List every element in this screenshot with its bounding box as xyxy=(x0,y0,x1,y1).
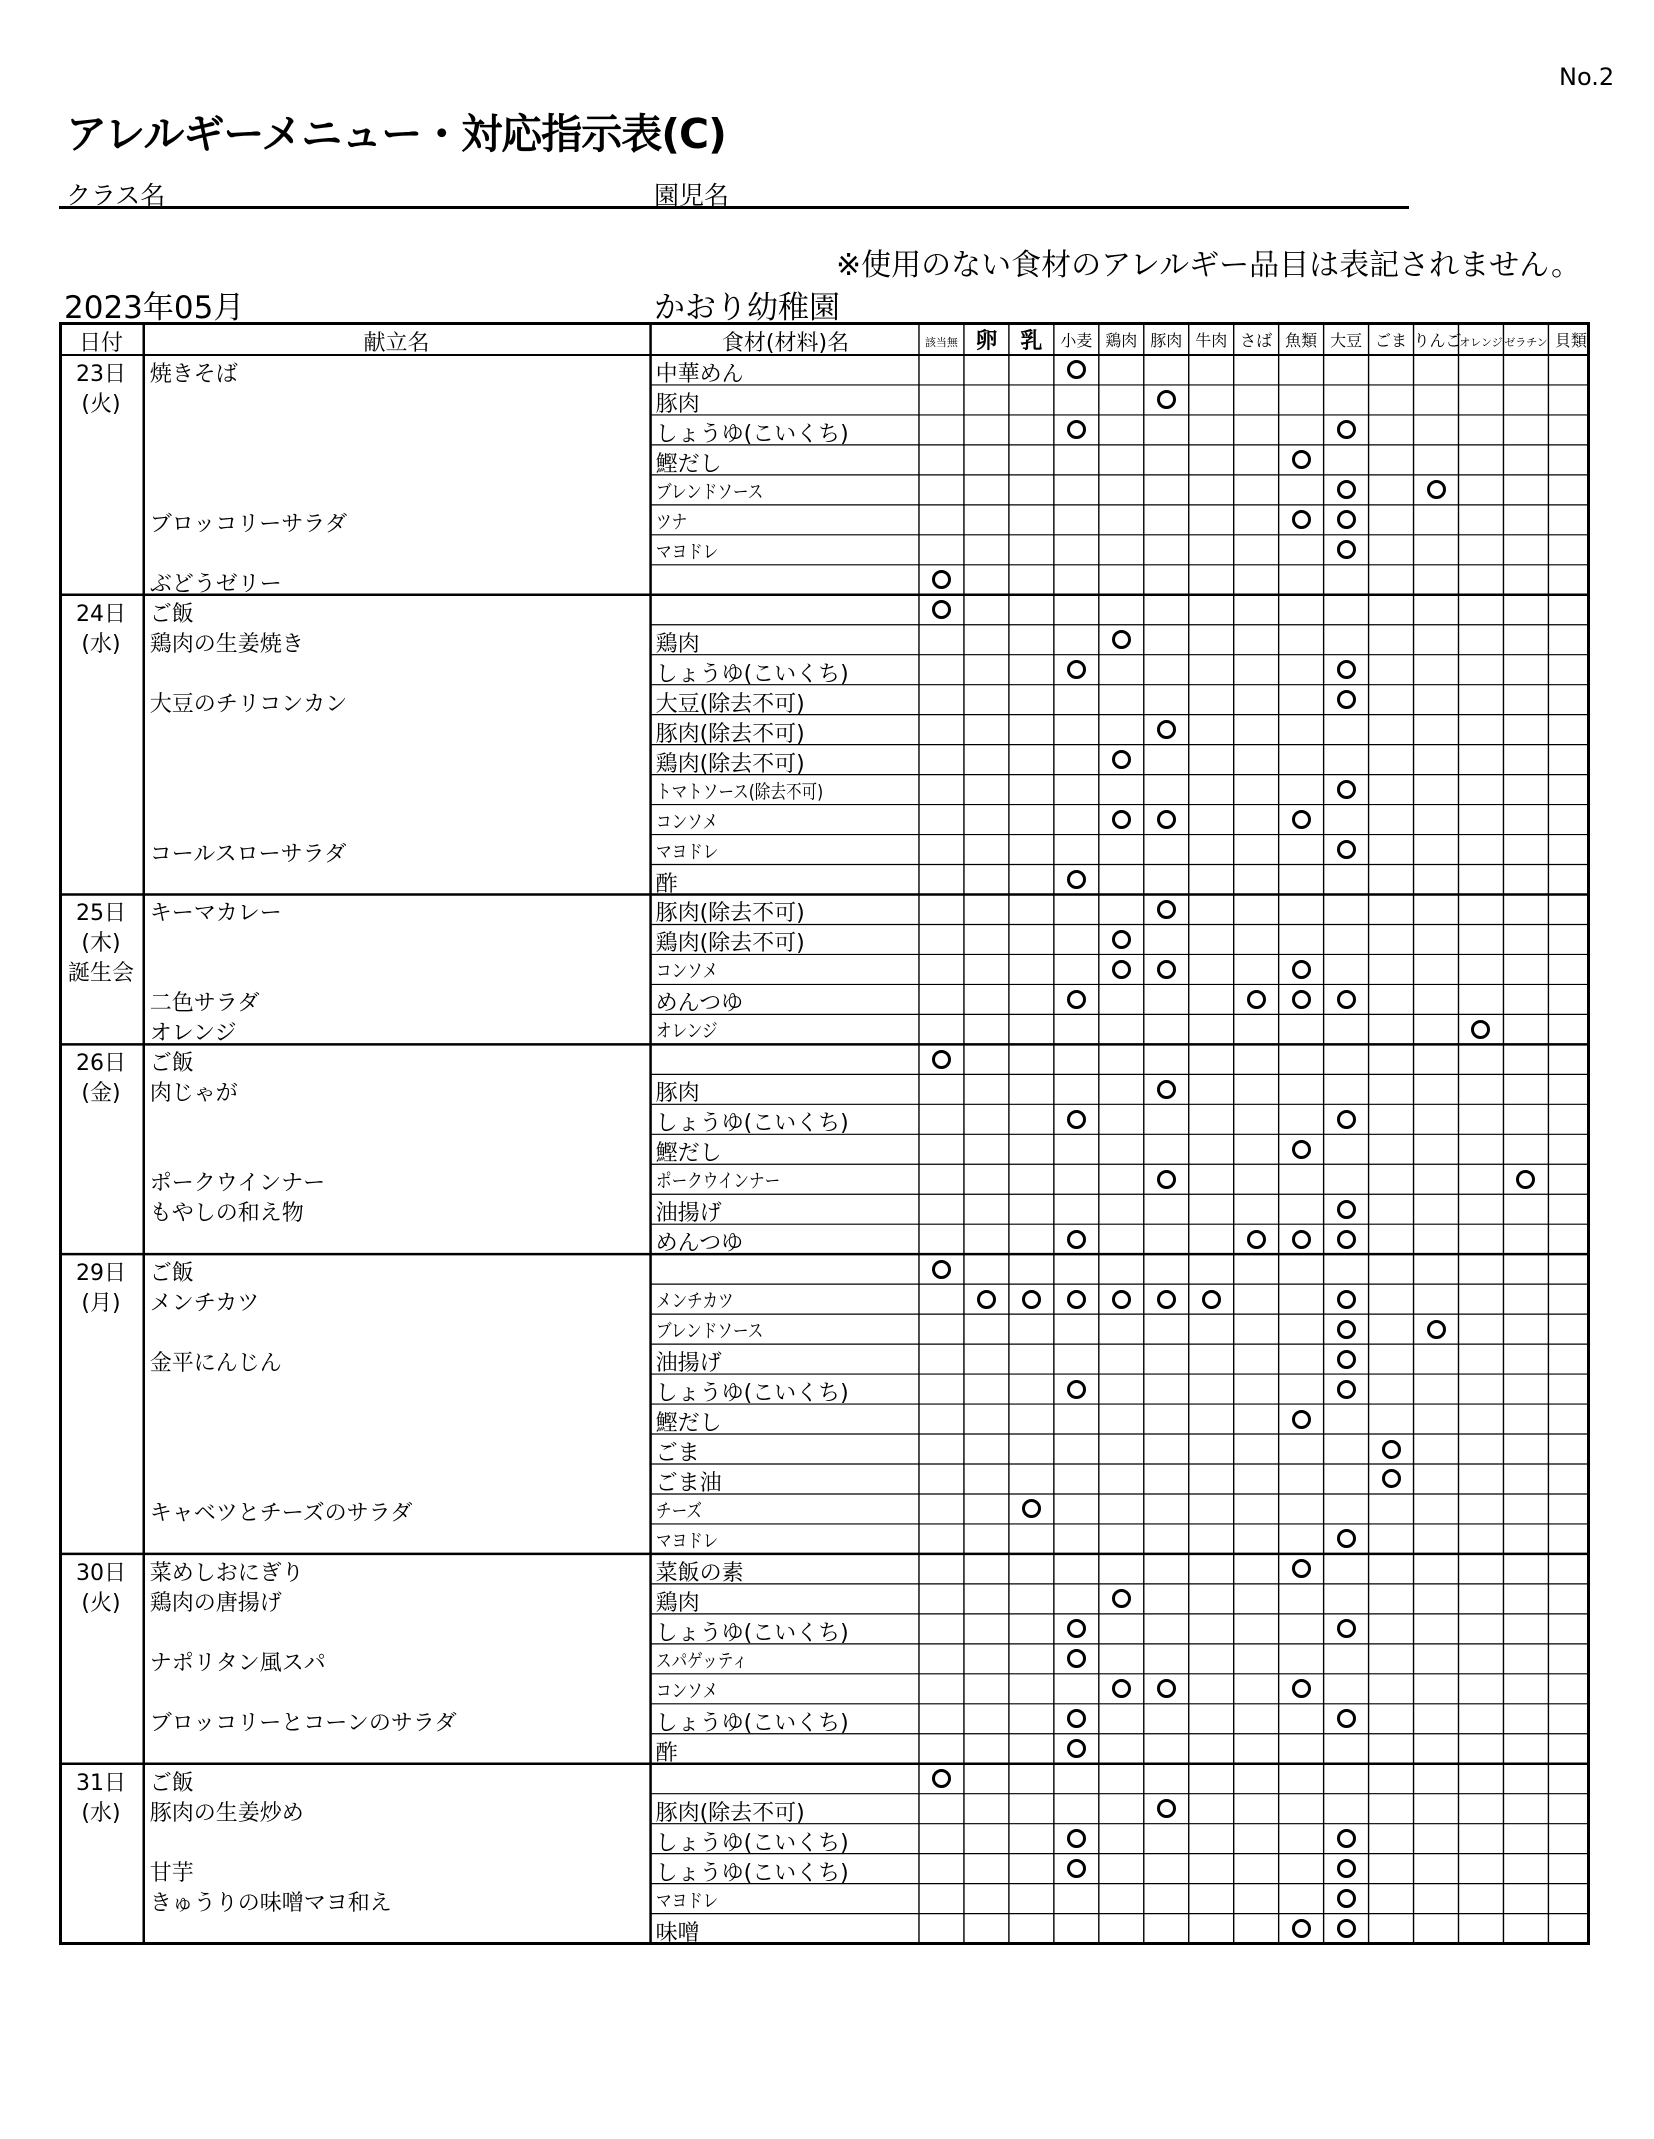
allergen-mark-circle xyxy=(1112,810,1131,829)
day-date: 26日 xyxy=(76,1051,126,1077)
menu-item: ご飯 xyxy=(149,1770,194,1796)
ingredient-item: 豚肉 xyxy=(655,1081,700,1107)
allergen-mark-circle xyxy=(1067,1110,1086,1129)
allergen-mark-circle xyxy=(1337,1859,1356,1878)
allergen-header-8: 魚類 xyxy=(1285,331,1318,350)
allergen-mark-circle xyxy=(1292,1559,1311,1578)
ingredient-item: 豚肉(除去不可) xyxy=(655,1800,805,1826)
menu-item: ポークウインナー xyxy=(149,1171,326,1197)
menu-item: コールスローサラダ xyxy=(149,841,347,867)
allergen-mark-circle xyxy=(1292,1230,1311,1249)
ingredient-item: 鰹だし xyxy=(655,1141,722,1167)
school-name: かおり幼稚園 xyxy=(654,290,840,326)
ingredient-item: しょうゆ(こいくち) xyxy=(655,421,849,447)
allergen-header-11: りんご xyxy=(1413,331,1462,350)
ingredient-item: 鶏肉 xyxy=(655,1590,700,1616)
day-weekday: (火) xyxy=(81,1590,121,1616)
allergen-mark-circle xyxy=(977,1290,996,1309)
allergen-mark-circle xyxy=(1157,1799,1176,1818)
allergen-mark-circle xyxy=(932,1050,951,1069)
allergen-mark-circle xyxy=(1337,840,1356,859)
allergen-mark-circle xyxy=(1112,630,1131,649)
allergen-mark-circle xyxy=(1202,1290,1221,1309)
allergen-header-10: ごま xyxy=(1375,331,1408,350)
ingredient-item: 豚肉 xyxy=(655,391,700,417)
allergen-mark-circle xyxy=(1157,1170,1176,1189)
ingredient-item: 鶏肉(除去不可) xyxy=(655,931,805,957)
ingredient-item: マヨドレ xyxy=(655,1889,718,1912)
allergen-header-5: 豚肉 xyxy=(1150,331,1183,350)
day-date: 25日 xyxy=(76,901,126,927)
ingredient-item: ツナ xyxy=(655,510,687,533)
allergen-mark-circle xyxy=(1337,1529,1356,1548)
menu-item: 焼きそば xyxy=(149,361,238,387)
allergen-mark-circle xyxy=(1067,990,1086,1009)
menu-item: オレンジ xyxy=(149,1021,237,1047)
ingredient-item: メンチカツ xyxy=(655,1290,734,1313)
ingredient-item: 鶏肉 xyxy=(655,631,700,657)
allergen-mark-circle xyxy=(1427,480,1446,499)
menu-item: キャベツとチーズのサラダ xyxy=(149,1500,413,1526)
allergen-header-12: オレンジ xyxy=(1459,336,1503,349)
ingredient-item: 味噌 xyxy=(655,1920,700,1946)
allergen-mark-circle xyxy=(1157,1679,1176,1698)
menu-item: 大豆のチリコンカン xyxy=(149,691,348,717)
ingredient-item: 酢 xyxy=(655,871,678,897)
ingredient-item: コンソメ xyxy=(655,810,718,833)
menu-item: ご飯 xyxy=(149,601,194,627)
allergen-header-3: 小麦 xyxy=(1060,331,1093,350)
menu-item: 菜めしおにぎり xyxy=(149,1560,304,1586)
allergen-mark-circle xyxy=(1337,1230,1356,1249)
ingredient-item: ブレンドソース xyxy=(655,480,763,503)
allergen-mark-circle xyxy=(1427,1320,1446,1339)
ingredient-item: しょうゆ(こいくち) xyxy=(655,1620,849,1646)
day-weekday: (金) xyxy=(81,1081,121,1107)
allergen-mark-circle xyxy=(1157,810,1176,829)
day-weekday: (木) xyxy=(81,931,121,957)
header-menu: 献立名 xyxy=(363,331,430,356)
menu-item: 鶏肉の生姜焼き xyxy=(149,631,304,657)
allergen-mark-circle xyxy=(932,1260,951,1279)
allergen-mark-circle xyxy=(1382,1469,1401,1488)
allergen-mark-circle xyxy=(1292,1140,1311,1159)
ingredient-item: コンソメ xyxy=(655,1679,718,1702)
day-weekday: (火) xyxy=(81,391,121,417)
allergen-mark-circle xyxy=(1067,1230,1086,1249)
menu-item: ナポリタン風スパ xyxy=(149,1650,326,1676)
day-event: 誕生会 xyxy=(67,961,134,987)
allergen-mark-circle xyxy=(1337,420,1356,439)
ingredient-item: 油揚げ xyxy=(655,1201,722,1227)
menu-item: きゅうりの味噌マヨ和え xyxy=(149,1890,392,1916)
allergen-mark-circle xyxy=(1337,540,1356,559)
allergen-mark-circle xyxy=(1292,450,1311,469)
menu-item: 二色サラダ xyxy=(149,991,260,1017)
allergen-mark-circle xyxy=(1157,960,1176,979)
ingredient-item: コンソメ xyxy=(655,960,718,983)
ingredient-item: マヨドレ xyxy=(655,540,718,563)
ingredient-item: 豚肉(除去不可) xyxy=(655,721,805,747)
allergen-mark-circle xyxy=(1112,930,1131,949)
allergen-mark-circle xyxy=(1337,1709,1356,1728)
allergen-mark-circle xyxy=(1067,870,1086,889)
allergy-table xyxy=(59,322,1590,1945)
header-ingredient: 食材(材料)名 xyxy=(721,331,850,356)
allergen-mark-circle xyxy=(1337,1919,1356,1938)
allergen-mark-circle xyxy=(1337,510,1356,529)
day-weekday: (水) xyxy=(81,631,121,657)
notice-text: ※使用のない食材のアレルギー品目は表記されません。 xyxy=(836,248,1581,283)
ingredient-item: 鰹だし xyxy=(655,451,722,477)
ingredient-item: ごま油 xyxy=(655,1470,722,1496)
ingredient-item: しょうゆ(こいくち) xyxy=(655,661,849,687)
menu-item: ぶどうゼリー xyxy=(149,571,282,597)
allergen-mark-circle xyxy=(1337,1320,1356,1339)
menu-item: キーマカレー xyxy=(149,901,282,927)
menu-item: ご飯 xyxy=(149,1051,194,1077)
ingredient-item: しょうゆ(こいくち) xyxy=(655,1710,849,1736)
day-date: 24日 xyxy=(76,601,126,627)
ingredient-item: しょうゆ(こいくち) xyxy=(655,1381,849,1407)
menu-item: ご飯 xyxy=(149,1261,194,1287)
allergen-mark-circle xyxy=(1337,1889,1356,1908)
allergen-mark-circle xyxy=(1337,990,1356,1009)
page-number: No.2 xyxy=(1559,63,1615,91)
allergen-mark-circle xyxy=(1337,660,1356,679)
class-name-label: クラス名 xyxy=(66,181,166,210)
allergen-mark-circle xyxy=(1337,480,1356,499)
allergen-header-7: さば xyxy=(1240,331,1273,350)
day-date: 30日 xyxy=(76,1560,126,1586)
allergen-mark-circle xyxy=(1067,1739,1086,1758)
ingredient-item: 中華めん xyxy=(655,361,744,387)
allergen-header-2: 乳 xyxy=(1020,329,1043,354)
allergen-mark-circle xyxy=(1292,990,1311,1009)
allergen-mark-circle xyxy=(1112,960,1131,979)
allergen-mark-circle xyxy=(1067,1649,1086,1668)
ingredient-item: めんつゆ xyxy=(655,1231,744,1257)
allergen-mark-circle xyxy=(1292,1919,1311,1938)
name-underline xyxy=(59,206,1409,209)
allergen-mark-circle xyxy=(1292,1679,1311,1698)
allergen-mark-circle xyxy=(1382,1440,1401,1459)
month-label: 2023年05月 xyxy=(64,290,245,326)
ingredient-item: オレンジ xyxy=(655,1020,718,1043)
allergen-mark-circle xyxy=(1292,1410,1311,1429)
allergen-mark-circle xyxy=(1337,1829,1356,1848)
allergen-mark-circle xyxy=(1022,1290,1041,1309)
menu-item: ブロッコリーとコーンのサラダ xyxy=(149,1710,457,1736)
allergen-mark-circle xyxy=(1157,720,1176,739)
ingredient-item: しょうゆ(こいくち) xyxy=(655,1860,849,1886)
allergen-mark-circle xyxy=(1157,1290,1176,1309)
ingredient-item: マヨドレ xyxy=(655,840,718,863)
ingredient-item: トマトソース(除去不可) xyxy=(655,780,823,803)
child-name-label: 園児名 xyxy=(654,181,730,210)
ingredient-item: 豚肉(除去不可) xyxy=(655,901,805,927)
allergen-mark-circle xyxy=(1337,690,1356,709)
allergen-header-9: 大豆 xyxy=(1330,331,1363,350)
allergen-header-0: 該当無 xyxy=(924,336,958,349)
ingredient-item: しょうゆ(こいくち) xyxy=(655,1830,849,1856)
menu-item: 甘芋 xyxy=(149,1860,194,1886)
ingredient-item: チーズ xyxy=(655,1499,702,1522)
day-date: 29日 xyxy=(76,1261,126,1287)
allergen-mark-circle xyxy=(1292,510,1311,529)
allergen-mark-circle xyxy=(1067,1829,1086,1848)
allergen-mark-circle xyxy=(1067,1290,1086,1309)
document-title: アレルギーメニュー・対応指示表(C) xyxy=(66,110,726,158)
ingredient-item: 油揚げ xyxy=(655,1351,722,1377)
menu-item: もやしの和え物 xyxy=(149,1201,304,1227)
menu-item: ブロッコリーサラダ xyxy=(149,511,348,537)
allergen-mark-circle xyxy=(1157,900,1176,919)
ingredient-item: めんつゆ xyxy=(655,991,744,1017)
ingredient-item: マヨドレ xyxy=(655,1529,718,1552)
allergen-mark-circle xyxy=(1112,1290,1131,1309)
ingredient-item: 菜飯の素 xyxy=(655,1560,744,1586)
allergen-mark-circle xyxy=(1292,960,1311,979)
allergen-header-6: 牛肉 xyxy=(1195,331,1228,350)
day-date: 31日 xyxy=(76,1770,126,1796)
ingredient-item: ポークウインナー xyxy=(655,1170,780,1193)
allergen-header-1: 卵 xyxy=(975,329,998,354)
menu-item: メンチカツ xyxy=(149,1291,260,1317)
menu-item: 豚肉の生姜炒め xyxy=(149,1800,304,1826)
allergen-mark-circle xyxy=(1157,1080,1176,1099)
ingredient-item: 大豆(除去不可) xyxy=(655,691,805,717)
allergen-header-4: 鶏肉 xyxy=(1105,331,1138,350)
allergen-mark-circle xyxy=(1337,1110,1356,1129)
allergen-header-14: 貝類 xyxy=(1554,331,1587,350)
ingredient-item: ブレンドソース xyxy=(655,1320,763,1343)
ingredient-item: 鶏肉(除去不可) xyxy=(655,751,805,777)
day-weekday: (月) xyxy=(81,1291,121,1317)
header-date: 日付 xyxy=(78,331,123,356)
day-date: 23日 xyxy=(76,361,126,387)
allergen-mark-circle xyxy=(1247,1230,1266,1249)
ingredient-item: しょうゆ(こいくち) xyxy=(655,1111,849,1137)
allergen-header-13: ゼラチン xyxy=(1504,336,1548,349)
allergen-mark-circle xyxy=(1112,750,1131,769)
ingredient-item: 鰹だし xyxy=(655,1411,722,1437)
menu-item: 金平にんじん xyxy=(149,1351,282,1377)
allergen-mark-circle xyxy=(1067,1380,1086,1399)
allergen-mark-circle xyxy=(1337,1350,1356,1369)
allergen-mark-circle xyxy=(1067,1859,1086,1878)
allergen-mark-circle xyxy=(1337,1290,1356,1309)
ingredient-item: 酢 xyxy=(655,1740,678,1766)
ingredient-item: スパゲッティ xyxy=(655,1649,748,1672)
menu-item: 肉じゃが xyxy=(149,1081,238,1107)
allergen-mark-circle xyxy=(1067,660,1086,679)
allergen-mark-circle xyxy=(1112,1679,1131,1698)
allergen-mark-circle xyxy=(1067,1709,1086,1728)
allergen-mark-circle xyxy=(1337,1619,1356,1638)
allergen-mark-circle xyxy=(1337,1200,1356,1219)
ingredient-item: ごま xyxy=(655,1441,700,1467)
allergen-mark-circle xyxy=(1292,810,1311,829)
allergen-mark-circle xyxy=(1337,780,1356,799)
allergen-mark-circle xyxy=(1337,1380,1356,1399)
allergen-mark-circle xyxy=(1247,990,1266,1009)
menu-item: 鶏肉の唐揚げ xyxy=(149,1590,282,1616)
day-weekday: (水) xyxy=(81,1800,121,1826)
